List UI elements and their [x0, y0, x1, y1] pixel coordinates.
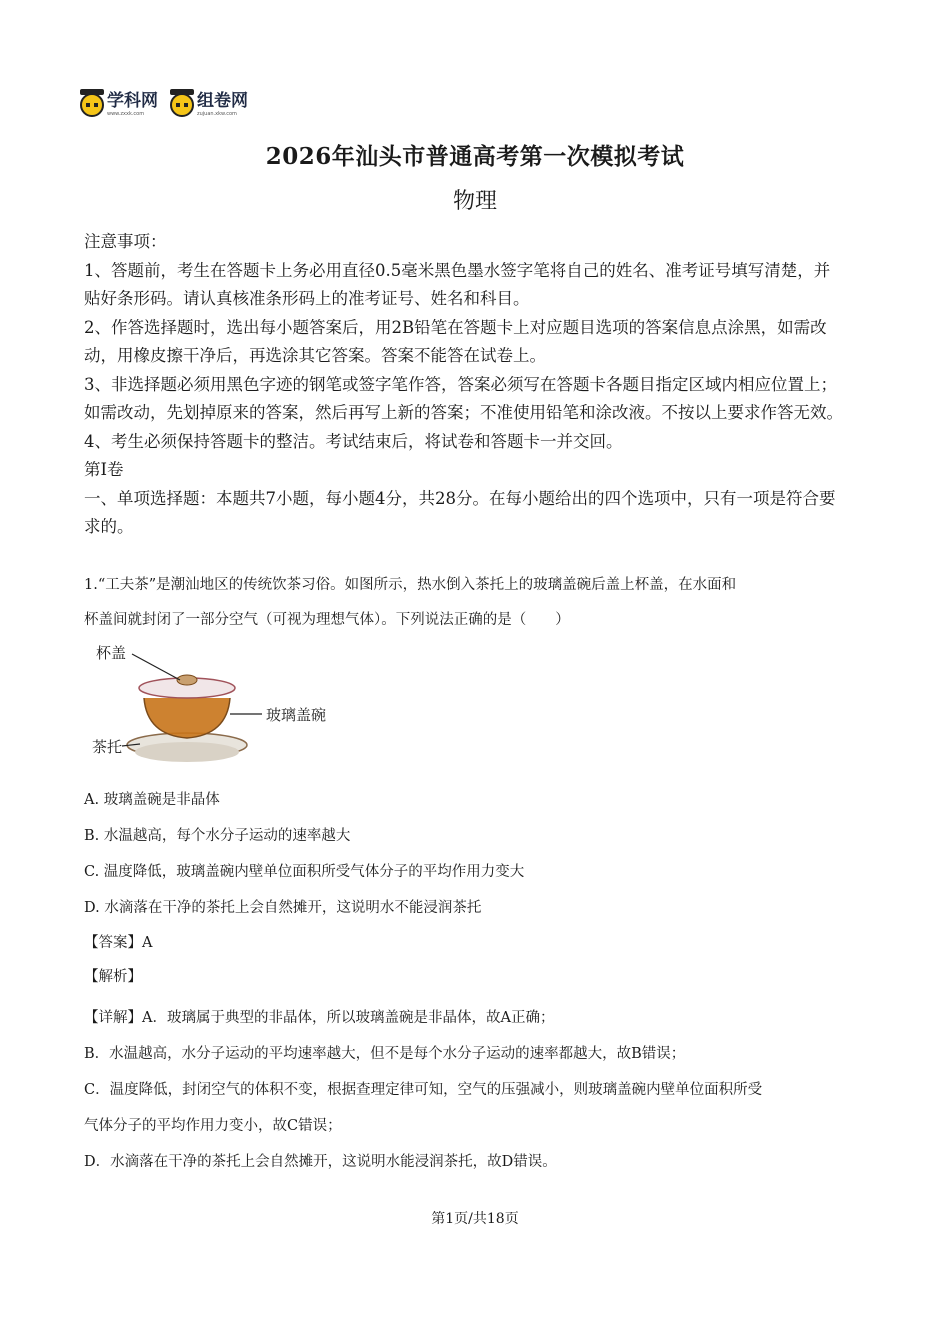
- bowl-shape: [144, 698, 230, 738]
- logo-name: 组卷网: [197, 91, 248, 111]
- detail-c: C．温度降低，封闭空气的体积不变，根据查理定律可知，空气的压强减小，则玻璃盖碗内壁单位面积所受: [84, 1082, 763, 1098]
- answer-tag: 【答案】: [84, 935, 142, 951]
- teacup-figure: [92, 640, 352, 775]
- options-list: [84, 782, 844, 926]
- label-saucer: 茶托: [92, 738, 123, 756]
- label-lid: 杯盖: [96, 644, 127, 662]
- detail-b: B．水温越高，水分子运动的平均速率越大，但不是每个水分子运动的速率都越大，故B错误；: [84, 1046, 686, 1062]
- logo-name: 学科网: [107, 91, 158, 111]
- question-stem: [84, 568, 844, 638]
- stem-line: 杯盖间就封闭了一部分空气（可视为理想气体）。下列说法正确的是（ ）: [84, 612, 570, 628]
- answer-value: A: [142, 935, 153, 951]
- detail-tag: 【详解】: [84, 1010, 142, 1026]
- exam-title: 2026年汕头市普通高考第一次模拟考试: [265, 143, 685, 170]
- note-item: 4、考生必须保持答题卡的整洁。考试结束后，将试卷和答题卡一并交回。: [84, 431, 623, 451]
- logo-zujuanwang[interactable]: [170, 93, 248, 117]
- exam-notes: [84, 228, 844, 542]
- detail-block: [84, 1000, 844, 1180]
- option-d: D. 水滴落在干净的茶托上会自然摊开，这说明水不能浸润茶托: [84, 900, 482, 916]
- logo-xuekewang[interactable]: [80, 93, 158, 117]
- graduate-face-icon: [80, 93, 104, 117]
- note-item: 1、答题前，考生在答题卡上务必用直径0.5毫米黑色墨水签字笔将自己的姓名、准考证号填写清楚，并贴好条形码。请认真核准条形码上的准考证号、姓名和科目。: [84, 260, 831, 308]
- logo-url: www.zxxk.com: [107, 111, 145, 117]
- detail-d: D．水滴落在干净的茶托上会自然摊开，这说明水能浸润茶托，故D错误。: [84, 1154, 557, 1170]
- label-bowl: 玻璃盖碗: [266, 706, 327, 724]
- option-c: C. 温度降低，玻璃盖碗内壁单位面积所受气体分子的平均作用力变大: [84, 864, 525, 880]
- page-number: 第1页/共18页: [431, 1211, 519, 1227]
- answer-block: [84, 926, 844, 994]
- section-heading: 一、单项选择题：本题共7小题，每小题4分，共28分。在每小题给出的四个选项中，只有一项是符合要求的。: [84, 488, 836, 536]
- subject-title: 物理: [452, 189, 497, 214]
- notes-heading: 注意事项：: [84, 232, 167, 251]
- stem-line: 1.“工夫茶”是潮汕地区的传统饮茶习俗。如图所示，热水倒入茶托上的玻璃盖碗后盖上杯盖，在水面和: [84, 577, 737, 593]
- analysis-tag: 【解析】: [84, 969, 142, 985]
- note-item: 3、非选择题必须用黑色字迹的钢笔或签字笔作答，答案必须写在答题卡各题目指定区域内相应位置上；如需改动，先划掉原来的答案，然后再写上新的答案；不准使用铅笔和涂改液。不按以上要求作答无效。: [84, 374, 843, 422]
- detail-c-cont: 气体分子的平均作用力变小，故C错误；: [84, 1118, 342, 1134]
- logo-bar: [80, 88, 248, 122]
- part-heading: 第Ⅰ卷: [84, 460, 124, 479]
- graduate-face-icon: [170, 93, 194, 117]
- option-b: B. 水温越高，每个水分子运动的速率越大: [84, 828, 351, 844]
- note-item: 2、作答选择题时，选出每小题答案后，用2B铅笔在答题卡上对应题目选项的答案信息点涂黑，如需改动，用橡皮擦干净后，再选涂其它答案。答案不能答在试卷上。: [84, 317, 827, 365]
- logo-url: zujuan.xkw.com: [197, 111, 237, 117]
- detail-a: A．玻璃属于典型的非晶体，所以玻璃盖碗是非晶体，故A正确；: [142, 1010, 555, 1026]
- option-a: A. 玻璃盖碗是非晶体: [84, 792, 220, 808]
